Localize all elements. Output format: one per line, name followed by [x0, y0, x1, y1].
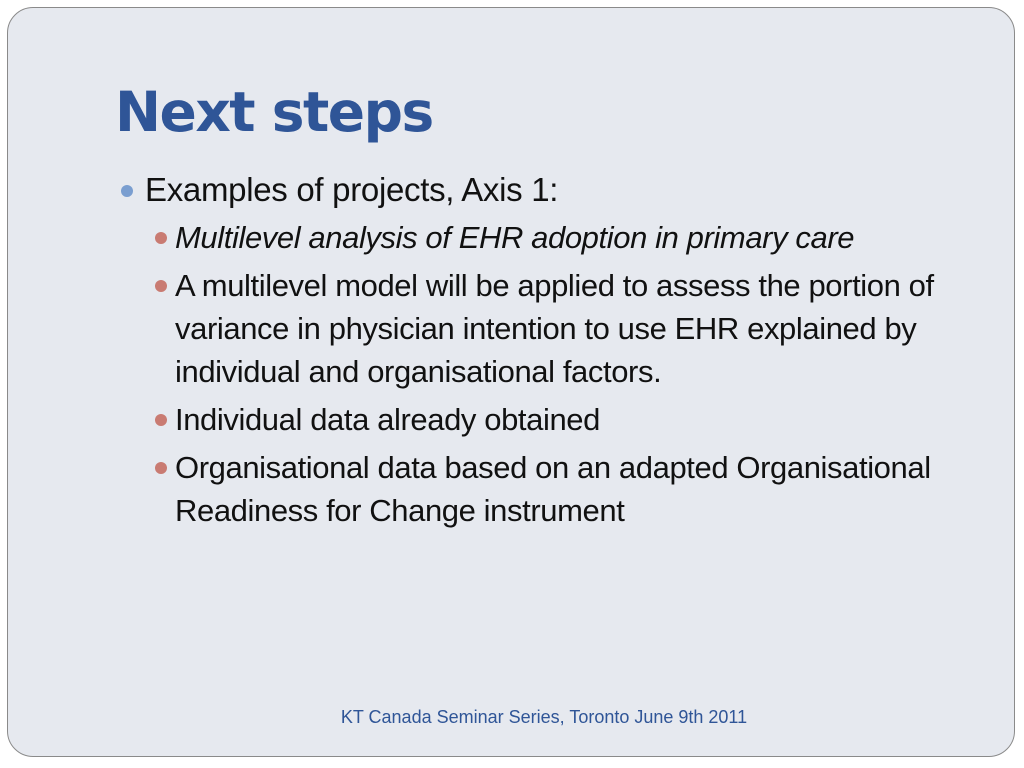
- slide-title: Next steps: [115, 80, 433, 144]
- bullet-dot-icon: [155, 280, 167, 292]
- bullet-dot-icon: [155, 462, 167, 474]
- sub-bullet-list: [112, 216, 972, 532]
- sub-bullet-item: [145, 216, 972, 259]
- bullet-dot-icon: [155, 232, 167, 244]
- sub-bullet-text: Individual data already obtained: [175, 402, 600, 437]
- slide-footer: [8, 707, 1014, 728]
- sub-bullet-text: A multilevel model will be applied to assess the portion of variance in physician intention to use EHR explained by individual and organisational factors.: [175, 268, 934, 389]
- bullet-dot-icon: [121, 185, 133, 197]
- sub-bullet-item: [145, 264, 972, 393]
- sub-bullet-text: Multilevel analysis of EHR adoption in primary care: [175, 220, 855, 255]
- sub-bullet-text: Organisational data based on an adapted Organisational Readiness for Change instrument: [175, 450, 931, 528]
- sub-bullet-item: [145, 446, 972, 532]
- sub-bullet-item: [145, 398, 972, 441]
- bullet-text: Examples of projects, Axis 1:: [145, 171, 559, 208]
- bullet-level1-item: [112, 170, 972, 210]
- slide: [7, 7, 1015, 757]
- footer-text: KT Canada Seminar Series, Toronto June 9th 2011: [340, 707, 748, 727]
- bullet-dot-icon: [155, 414, 167, 426]
- slide-content: [112, 170, 972, 537]
